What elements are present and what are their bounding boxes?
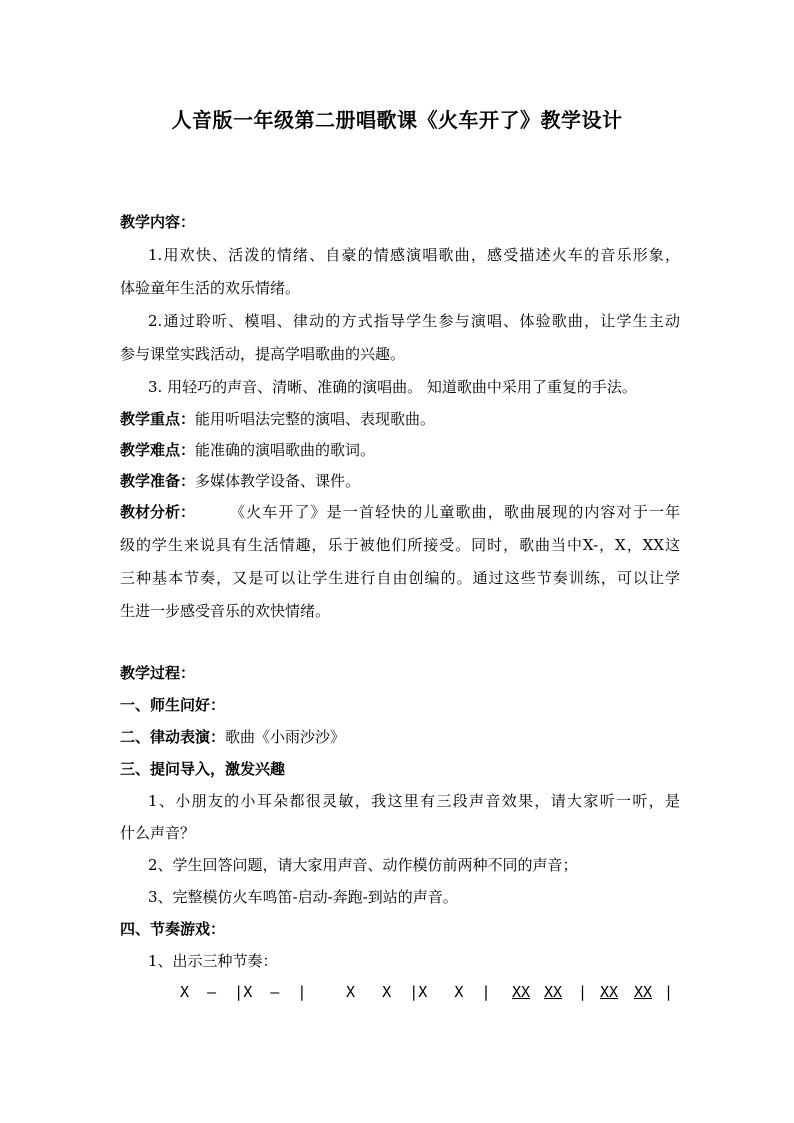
process-step-3-item-1-line-2: 什么声音？ — [120, 824, 196, 842]
content-item-1-line-1: 1.用欢快、活泼的情绪、自豪的情感演唱歌曲，感受描述火车的音乐形象， — [148, 246, 680, 264]
key-point-label: 教学重点： — [120, 410, 196, 428]
rhythm-pattern-3-note-2: XX — [544, 983, 563, 1001]
difficulty-paragraph — [120, 440, 680, 460]
process-heading: 教学过程： — [120, 664, 196, 682]
rhythm-barline-2: | — [664, 983, 674, 1001]
preparation-text: 多媒体教学设备、课件。 — [195, 472, 361, 490]
difficulty-text: 能准确的演唱歌曲的歌词。 — [195, 441, 376, 459]
rhythm-pattern-3-note-3: XX — [600, 983, 619, 1001]
rhythm-pattern-2: X X |X X | — [346, 983, 491, 1001]
content-item-2-line-1: 2.通过聆听、模唱、律动的方式指导学生参与演唱、体验歌曲，让学生主动 — [148, 312, 680, 330]
rhythm-barline-1: | — [578, 983, 588, 1001]
difficulty-label: 教学难点： — [120, 441, 196, 459]
analysis-line-4: 生进一步感受音乐的欢快情绪。 — [120, 602, 331, 620]
analysis-line-2: 级的学生来说具有生活情趣，乐于被他们所接受。同时，歌曲当中X-，X，XX这 — [120, 536, 680, 554]
process-step-4-item-1: 1、出示三种节奏： — [148, 952, 278, 970]
content-item-2-line-2: 参与课堂实践活动，提高学唱歌曲的兴趣。 — [120, 345, 406, 363]
analysis-line-1: 《火车开了》是一首轻快的儿童歌曲，歌曲展现的内容对于一年 — [230, 503, 680, 521]
process-step-1: 一、师生问好： — [120, 696, 226, 714]
analysis-paragraph-line-1 — [120, 502, 680, 522]
preparation-label: 教学准备： — [120, 472, 196, 490]
rhythm-pattern-3-note-1: XX — [512, 983, 531, 1001]
analysis-line-3: 三种基本节奏，又是可以让学生进行自由创编的。通过这些节奏训练，可以让学 — [120, 569, 680, 587]
rhythm-pattern-3-note-4: XX — [634, 983, 653, 1001]
content-item-3: 3. 用轻巧的声音、清晰、准确的演唱曲。 知道歌曲中采用了重复的手法。 — [148, 378, 637, 396]
rhythm-pattern-1: X — |X — | — [180, 983, 307, 1001]
key-point-paragraph — [120, 409, 680, 429]
document-title: 人音版一年级第二册唱歌课《火车开了》教学设计 — [171, 108, 623, 132]
process-step-4: 四、节奏游戏： — [120, 920, 226, 938]
analysis-label: 教材分析： — [120, 503, 196, 521]
process-step-2 — [120, 727, 680, 747]
content-heading: 教学内容： — [120, 213, 196, 231]
process-step-2-text: 歌曲《小雨沙沙》 — [225, 728, 346, 746]
preparation-paragraph — [120, 471, 680, 491]
process-step-3-item-1-line-1: 1、小朋友的小耳朵都很灵敏，我这里有三段声音效果，请大家听一听，是 — [148, 792, 680, 810]
content-item-1-line-2: 体验童年生活的欢乐情绪。 — [120, 279, 301, 297]
key-point-text: 能用听唱法完整的演唱、表现歌曲。 — [195, 410, 436, 428]
process-step-3: 三、提问导入，激发兴趣 — [120, 760, 286, 778]
process-step-2-label: 二、律动表演： — [120, 728, 226, 746]
process-step-3-item-2: 2、学生回答问题，请大家用声音、动作模仿前两种不同的声音； — [148, 856, 578, 874]
process-step-3-item-3: 3、完整模仿火车鸣笛-启动-奔跑-到站的声音。 — [148, 888, 458, 906]
